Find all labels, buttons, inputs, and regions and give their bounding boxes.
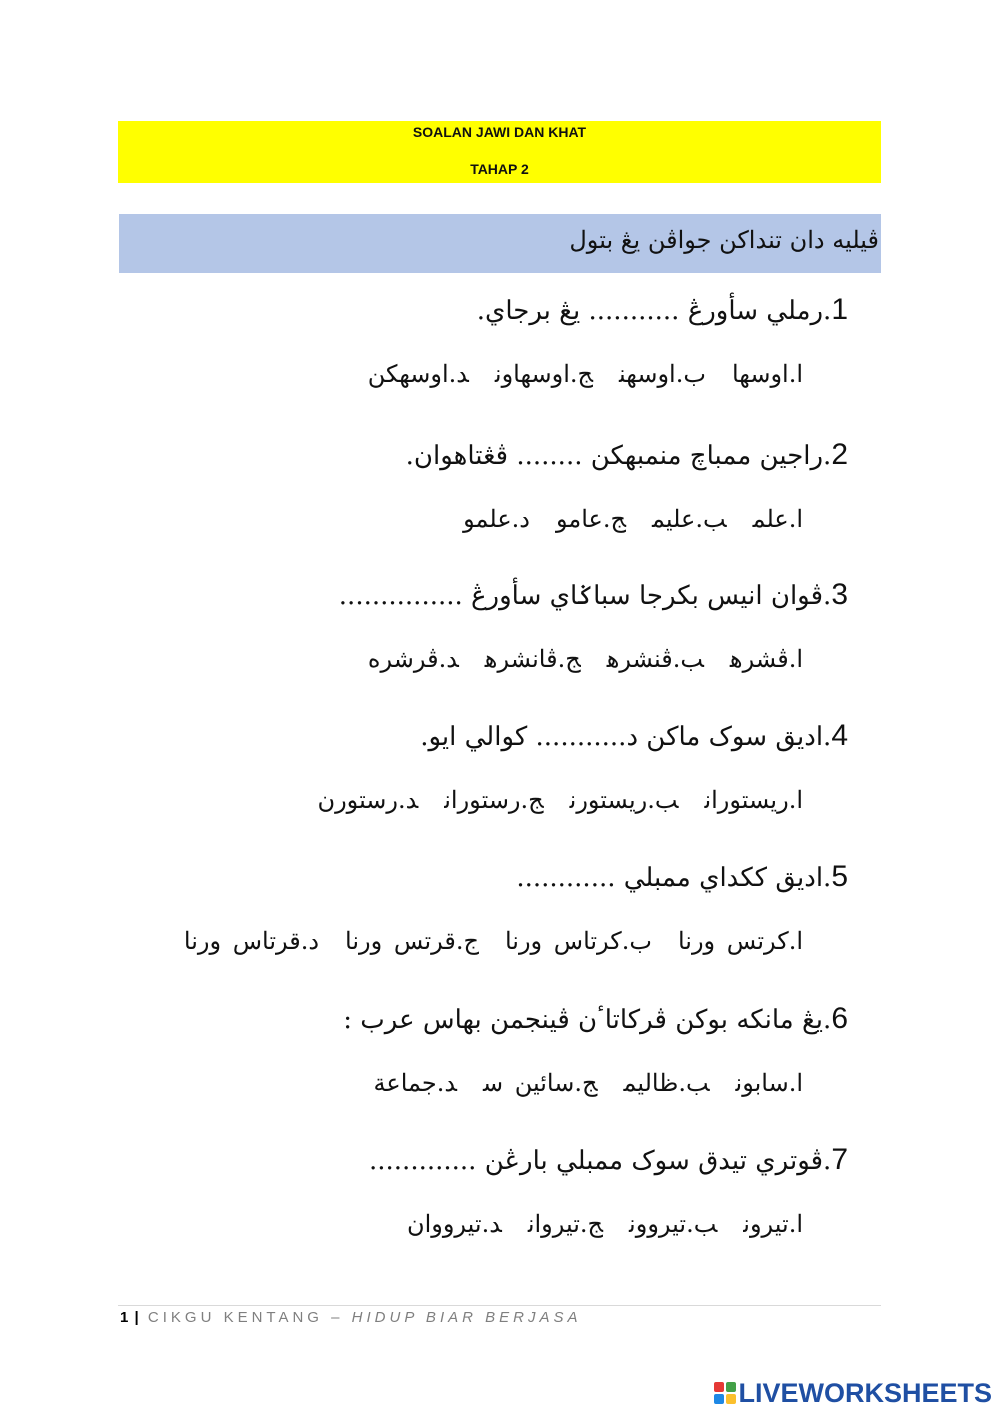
option[interactable]: ج.عامو [555, 505, 626, 533]
question-3 [339, 578, 848, 612]
worksheet-title: SOALAN JAWI DAN KHAT [412, 124, 587, 140]
question-text: .راجين ممباچ منمبهكن ........ ڤڠتاهوان. [405, 441, 832, 471]
page-footer [120, 1309, 581, 1326]
option[interactable]: د.ڤرشره [367, 645, 459, 673]
option[interactable]: ج.ڤانشره [484, 645, 581, 673]
question-number: 6 [831, 1002, 848, 1035]
question-7 [369, 1143, 848, 1177]
logo-square-blue [714, 1394, 724, 1404]
question-text: .ڤوتري تيدق سوک ممبلي بارڠن ............. [369, 1146, 832, 1176]
option[interactable]: ا.اوسها [731, 360, 803, 388]
option[interactable]: د.اوسهكن [367, 360, 469, 388]
option[interactable]: ج.تيروان [527, 1210, 604, 1238]
option[interactable]: د.جماعة [373, 1069, 457, 1097]
question-4 [420, 719, 848, 753]
option[interactable]: د.قرتاس ورنا [183, 927, 320, 955]
logo-square-green [726, 1382, 736, 1392]
footer-motto: HIDUP BIAR BERJASA [351, 1309, 582, 1326]
options-7 [407, 1210, 803, 1238]
question-number: 3 [831, 578, 848, 611]
options-6 [374, 1069, 803, 1097]
logo-square-red [714, 1382, 724, 1392]
option[interactable]: د.علمو [463, 505, 530, 533]
option[interactable]: ج.رستوران [444, 786, 544, 814]
option[interactable]: ب.ظاليم [623, 1069, 710, 1097]
option[interactable]: ب.ريستورن [569, 786, 679, 814]
instruction-banner [119, 214, 881, 273]
instruction-text: ڤيليه دان تنداكن جواڤن يڠ بتول [569, 226, 879, 254]
option[interactable]: ب.كرتاس ورنا [504, 927, 652, 955]
question-text: .رملي سأورڠ ........... يڠ برجاي. [476, 296, 832, 326]
question-2 [406, 438, 848, 472]
option[interactable]: ب.عليم [651, 505, 727, 533]
question-6 [343, 1002, 848, 1036]
liveworksheets-icon [714, 1382, 736, 1404]
footer-author: CIKGU KENTANG – [147, 1309, 344, 1326]
option[interactable]: ا.كرتس ورنا [677, 927, 803, 955]
option[interactable]: ا.ريستوران [704, 786, 803, 814]
question-number: 2 [831, 438, 848, 471]
options-1 [368, 360, 803, 388]
liveworksheets-logo[interactable] [714, 1379, 992, 1407]
question-text: .يڠ مانكه بوكن ڤركاتاٴن ڤينجمن بهاس عرب : [343, 1005, 832, 1035]
option[interactable]: ج.قرتس ورنا [345, 927, 479, 955]
option[interactable]: ب.ڤنشره [606, 645, 704, 673]
logo-square-yellow [726, 1394, 736, 1404]
brand-name: LIVEWORKSHEETS [738, 1377, 992, 1408]
option[interactable]: ا.سابون [735, 1069, 803, 1097]
option[interactable]: ا.تيرون [743, 1210, 803, 1238]
options-5 [184, 927, 803, 955]
page-number: 1 | [120, 1309, 140, 1326]
option[interactable]: ا.ڤشره [729, 645, 803, 673]
question-text: .اديق سوک ماكن د........... كوالي ايو. [420, 722, 832, 752]
options-2 [463, 505, 803, 533]
option[interactable]: ا.علم [752, 505, 803, 533]
question-5 [516, 860, 848, 894]
question-text: .اديق ككداي ممبلي ............ [516, 863, 832, 893]
option[interactable]: ب.تيروون [629, 1210, 718, 1238]
option[interactable]: ب.اوسهن [619, 360, 706, 388]
question-1 [477, 293, 848, 327]
worksheet-level: TAHAP 2 [470, 161, 529, 177]
question-number: 7 [831, 1143, 848, 1176]
question-number: 5 [831, 860, 848, 893]
question-number: 1 [831, 293, 848, 326]
footer-divider [118, 1305, 881, 1306]
options-4 [317, 786, 803, 814]
option[interactable]: د.رستورن [317, 786, 419, 814]
options-3 [368, 645, 803, 673]
header-banner [118, 121, 881, 183]
question-number: 4 [831, 719, 848, 752]
question-text: .ڤوان انيس بكرجا سباݢاي سأورڠ ............... [338, 581, 832, 611]
option[interactable]: د.تيرووان [406, 1210, 502, 1238]
option[interactable]: ج.سائين س [482, 1069, 598, 1097]
option[interactable]: ج.اوسهاون [494, 360, 594, 388]
